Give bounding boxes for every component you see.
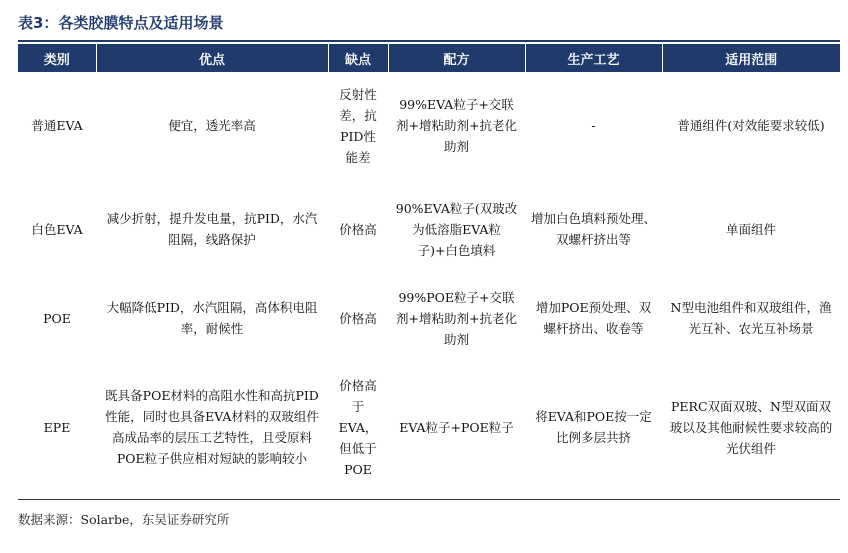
- table-title: 表3：各类胶膜特点及适用场景: [18, 14, 224, 32]
- cell-process: 增加POE预处理、双螺杆挤出、收卷等: [535, 300, 652, 336]
- cell-process: 增加白色填料预处理、双螺杆挤出等: [531, 211, 657, 247]
- cell-cons: 价格高: [339, 310, 377, 326]
- cell-scope: 普通组件(对效能要求较低): [677, 118, 825, 133]
- header-pros: 优点: [96, 44, 328, 72]
- cell-formula: EVA粒子+POE粒子: [399, 419, 514, 435]
- table-row: [18, 72, 840, 179]
- source-note: 数据来源：Solarbe，东吴证券研究所: [18, 512, 230, 527]
- cell-formula: 99%EVA粒子+交联剂+增粘助剂+抗老化助剂: [396, 97, 517, 154]
- header-scope: 适用范围: [662, 44, 840, 72]
- header-cons: 缺点: [328, 44, 388, 72]
- cell-category: 白色EVA: [31, 221, 83, 237]
- cell-cons: 反射性差，抗PID性能差: [339, 86, 377, 165]
- header-category: 类别: [18, 44, 96, 72]
- cell-pros: 减少折射，提升发电量，抗PID，水汽阻隔，线路保护: [106, 211, 318, 247]
- header-row: [18, 44, 840, 72]
- cell-scope: PERC双面双玻、N型双面双玻以及其他耐候性要求较高的光伏组件: [669, 398, 833, 456]
- film-comparison-table: [18, 44, 840, 497]
- cell-cons: 价格高: [339, 221, 377, 237]
- cell-category: 普通EVA: [31, 118, 83, 133]
- cell-formula: 90%EVA粒子(双玻改为低溶脂EVA粒子)+白色填料: [395, 200, 518, 258]
- bottom-rule: [18, 499, 840, 500]
- cell-pros: 大幅降低PID，水汽阻隔，高体积电阻率，耐候性: [106, 300, 318, 336]
- cell-formula: 99%POE粒子+交联剂+增粘助剂+抗老化助剂: [396, 289, 517, 347]
- top-rule: [18, 40, 840, 42]
- cell-cons: 价格高于EVA，但低于POE: [338, 377, 378, 477]
- table-row: [18, 179, 840, 279]
- cell-scope: N型电池组件和双玻组件，渔光互补、农光互补场景: [670, 300, 832, 336]
- cell-pros: 便宜，透光率高: [168, 118, 256, 133]
- header-process: 生产工艺: [525, 44, 662, 72]
- cell-category: EPE: [43, 419, 71, 435]
- cell-category: POE: [43, 310, 71, 326]
- cell-scope: 单面组件: [725, 221, 776, 237]
- table-row: [18, 357, 840, 497]
- table-row: [18, 279, 840, 357]
- cell-process: 将EVA和POE按一定比例多层共挤: [535, 409, 652, 445]
- cell-process: -: [591, 118, 596, 133]
- cell-pros: 既具备POE材料的高阻水性和高抗PID性能，同时也具备EVA材料的双玻组件高成品率的层压工艺特性，且受原料POE粒子供应相对短缺的影响较小: [105, 388, 319, 466]
- header-formula: 配方: [388, 44, 525, 72]
